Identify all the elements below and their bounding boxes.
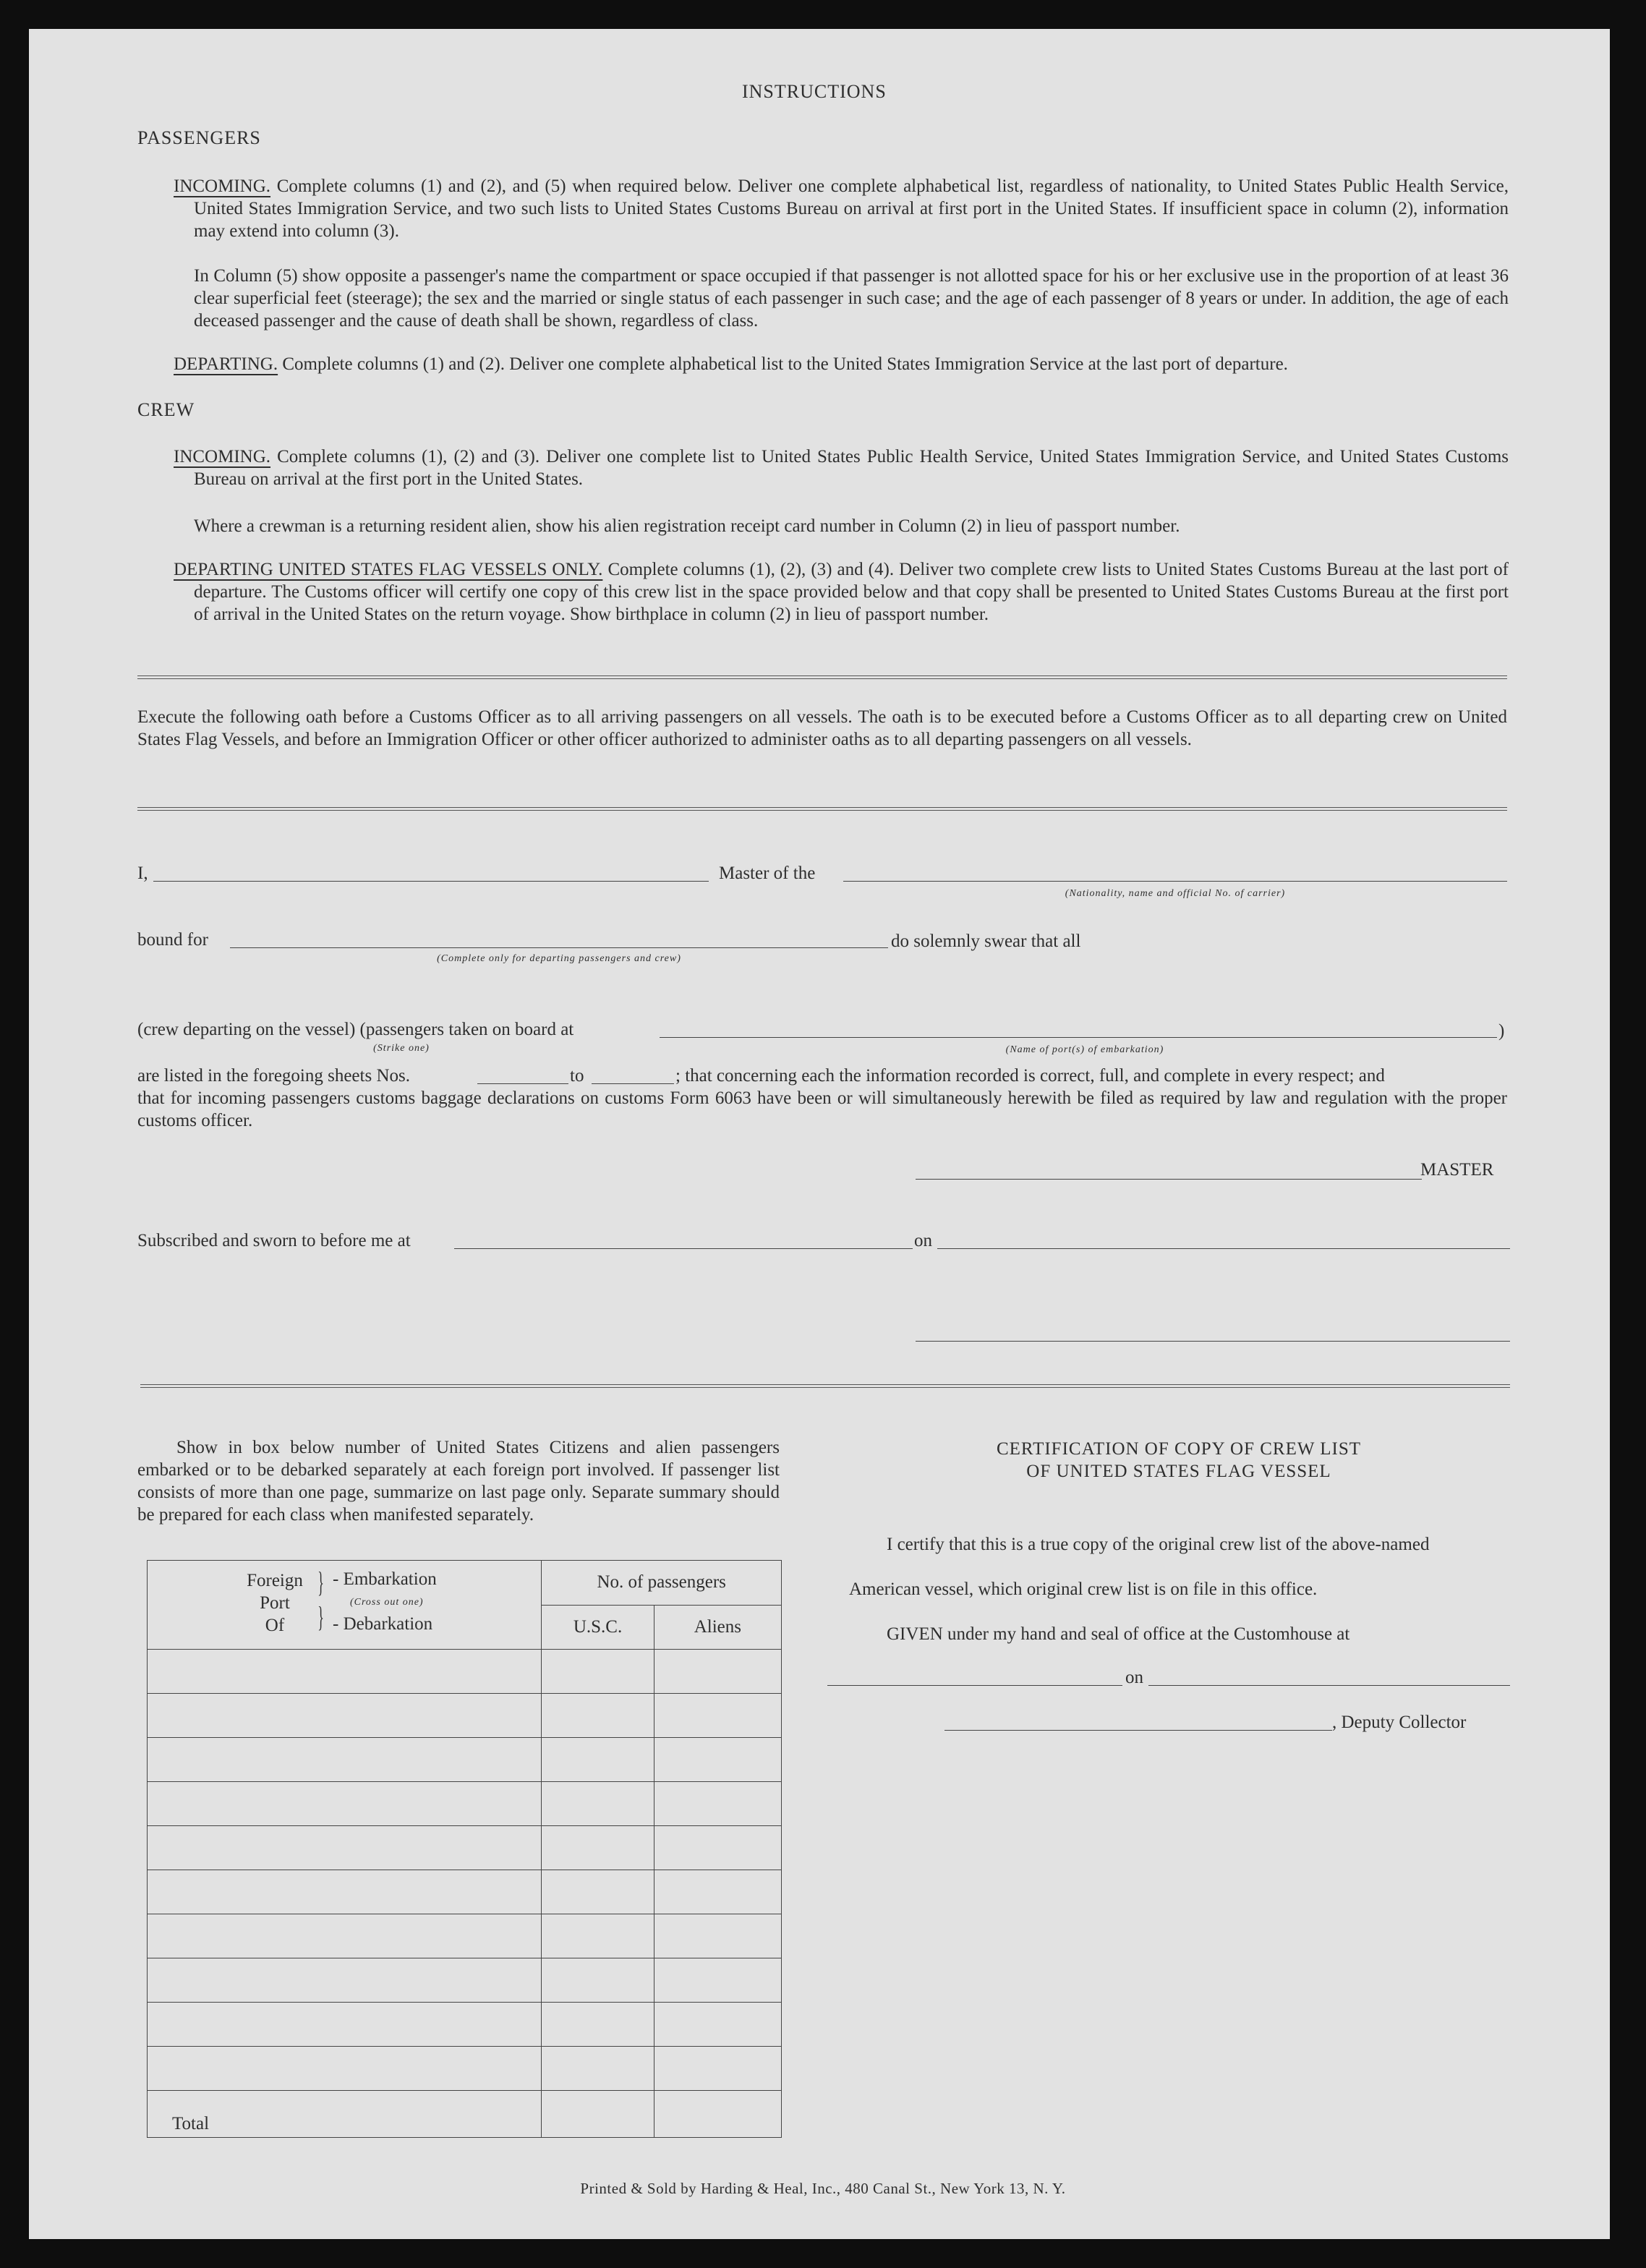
summary-instructions: Show in box below number of United States Citizens and alien passengers embarked or to be debarked separately at each foreign port involved. If passenger list consists of more than one page, summarize on last page only. Separate summary should be prepared for each class when manifested separately.	[137, 1438, 780, 1525]
master-name-field[interactable]	[153, 881, 709, 882]
table-row[interactable]	[148, 1694, 782, 1738]
crew-departing-label: DEPARTING UNITED STATES FLAG VESSELS ONLY.	[174, 560, 603, 579]
table-header-row	[148, 1561, 782, 1606]
bound-for-field[interactable]	[230, 947, 888, 948]
sheet-from-field[interactable]	[477, 1083, 568, 1084]
deputy-collector-signature-field[interactable]	[944, 1730, 1332, 1731]
subscribed-place-field[interactable]	[454, 1248, 913, 1249]
table-row[interactable]	[148, 1958, 782, 2003]
customhouse-field[interactable]	[827, 1685, 1122, 1686]
oath-instruction: Execute the following oath before a Customs Officer as to all arriving passengers on all vessels. The oath is to be executed before a Customs Officer as to all departing crew on United States Flag Vessels, and before an Immigration Officer or other officer authorized to administer oaths as to all departing passengers on all vessels.	[137, 707, 1507, 749]
crew-or-passengers-label: (crew departing on the vessel) (passengers taken on board at	[137, 1020, 574, 1039]
certification-on-label: on	[1125, 1668, 1143, 1687]
table-row[interactable]	[148, 1826, 782, 1870]
carrier-caption: (Nationality, name and official No. of carrier)	[1065, 888, 1286, 899]
cross-out-caption: (Cross out one)	[350, 1597, 424, 1608]
aliens-header: Aliens	[654, 1605, 781, 1650]
subscribed-on-label: on	[914, 1231, 932, 1250]
table-row[interactable]	[148, 1650, 782, 1694]
master-signature-field[interactable]	[916, 1179, 1422, 1180]
crew-departing-text: Complete columns (1), (2), (3) and (4). Deliver two complete crew lists to United States Customs Bureau at the last port of departure. The Customs officer will certify one copy of this crew list in the space provided below and that copy shall be presented to United States Customs Bureau at the first port of arrival in the United States on the return voyage. Show birthplace in column (2) in lieu of passport number.	[194, 560, 1509, 624]
subscribed-label: Subscribed and sworn to before me at	[137, 1231, 411, 1250]
crew-incoming-text: Complete columns (1), (2) and (3). Deliver one complete list to United States Public Health Service, United States Immigration Service, and United States Customs Bureau on arrival at the first port in the United States.	[194, 447, 1509, 489]
certify-statement-rest: American vessel, which original crew list is on file in this office.	[849, 1580, 1318, 1599]
baggage-statement: that for incoming passengers customs baggage declarations on customs Form 6063 have been or will simultaneously herewith be filed as required by law and regulation with the proper customs officer.	[137, 1088, 1507, 1130]
passengers-departing-instruction	[174, 353, 1511, 375]
crew-incoming-note: Where a crewman is a returning resident alien, show his alien registration receipt card number in Column (2) in lieu of passport number.	[194, 516, 1180, 536]
sheet-to-field[interactable]	[592, 1083, 674, 1084]
passengers-departing-label: DEPARTING.	[174, 354, 278, 374]
section-divider	[137, 675, 1507, 679]
usc-header: U.S.C.	[542, 1605, 654, 1650]
port-header-cell	[148, 1561, 542, 1650]
certification-title-line1: CERTIFICATION OF COPY OF CREW LIST	[996, 1439, 1362, 1459]
port-caption: (Name of port(s) of embarkation)	[1005, 1044, 1164, 1055]
strike-one-caption: (Strike one)	[373, 1043, 430, 1054]
embarkation-label: - Embarkation	[333, 1569, 437, 1589]
passengers-heading: PASSENGERS	[137, 127, 261, 148]
crew-heading: CREW	[137, 399, 195, 420]
port-label: Port	[260, 1593, 290, 1613]
printer-footer: Printed & Sold by Harding & Heal, Inc., 480 Canal St., New York 13, N. Y.	[580, 2180, 1066, 2197]
certification-title	[897, 1438, 1461, 1483]
table-row[interactable]	[148, 2003, 782, 2047]
no-of-passengers-header: No. of passengers	[542, 1561, 782, 1606]
passengers-incoming-text: Complete columns (1) and (2), and (5) when required below. Deliver one complete alphabetical list, regardless of nationality, to United States Public Health Service, United States Immigration Service, and two such lists to United States Customs Bureau on arrival at first port in the United States. If insufficient space in column (2), information may extend into column (3).	[194, 176, 1509, 241]
section-divider	[140, 1384, 1510, 1388]
oath-i-label: I,	[137, 864, 148, 883]
brace-icon: }	[317, 1600, 324, 1633]
sheets-label: are listed in the foregoing sheets Nos.	[137, 1066, 410, 1086]
subscribed-date-field[interactable]	[937, 1248, 1510, 1249]
master-of-the-label: Master of the	[719, 864, 816, 883]
officer-signature-field[interactable]	[916, 1341, 1510, 1342]
carrier-field[interactable]	[843, 881, 1507, 882]
instructions-title: INSTRUCTIONS	[742, 81, 887, 102]
table-row[interactable]	[148, 1914, 782, 1958]
table-row[interactable]	[148, 1738, 782, 1782]
swear-label: do solemnly swear that all	[891, 932, 1081, 951]
closing-paren: )	[1498, 1021, 1505, 1041]
passengers-departing-text: Complete columns (1) and (2). Deliver one complete alphabetical list to the United States Immigration Service at the last port of departure.	[282, 354, 1288, 374]
table-row[interactable]	[148, 1782, 782, 1826]
table-row[interactable]	[148, 1870, 782, 1914]
total-row[interactable]	[148, 2091, 782, 2138]
sheets-statement: ; that concerning each the information recorded is correct, full, and complete in every respect; and	[675, 1066, 1385, 1086]
of-label: Of	[265, 1616, 285, 1635]
crew-incoming-label: INCOMING.	[174, 447, 271, 466]
certification-title-line2: OF UNITED STATES FLAG VESSEL	[1026, 1462, 1331, 1481]
master-label: MASTER	[1420, 1160, 1494, 1180]
bound-for-label: bound for	[137, 930, 208, 950]
brace-icon: }	[317, 1566, 324, 1598]
total-label: Total	[148, 2091, 542, 2138]
table-row[interactable]	[148, 2047, 782, 2091]
debarkation-label: - Debarkation	[333, 1614, 433, 1634]
passengers-incoming-label: INCOMING.	[174, 176, 271, 196]
given-statement: GIVEN under my hand and seal of office at the Customhouse at	[887, 1624, 1350, 1644]
certification-date-field[interactable]	[1148, 1685, 1510, 1686]
column5-note: In Column (5) show opposite a passenger's name the compartment or space occupied if that passenger is not allotted space for his or her exclusive use in the proportion of at least 36 clear superficial feet (steerage); the sex and the married or single status of each passenger in such case; and the age of each passenger of 8 years or under. In addition, the age of each deceased passenger and the cause of death shall be shown, regardless of class.	[194, 266, 1509, 331]
foreign-label: Foreign	[247, 1571, 303, 1590]
section-divider	[137, 807, 1507, 811]
crew-incoming-instruction	[174, 446, 1509, 490]
passenger-summary-table	[147, 1560, 782, 2138]
sheets-to-label: to	[570, 1066, 584, 1086]
crew-departing-instruction	[174, 558, 1509, 626]
embarkation-port-field[interactable]	[660, 1037, 1497, 1038]
certify-statement: I certify that this is a true copy of the original crew list of the above-named	[887, 1535, 1430, 1554]
passengers-incoming-instruction	[174, 175, 1509, 242]
deputy-collector-label: , Deputy Collector	[1332, 1713, 1467, 1732]
bound-for-caption: (Complete only for departing passengers and crew)	[437, 953, 681, 964]
